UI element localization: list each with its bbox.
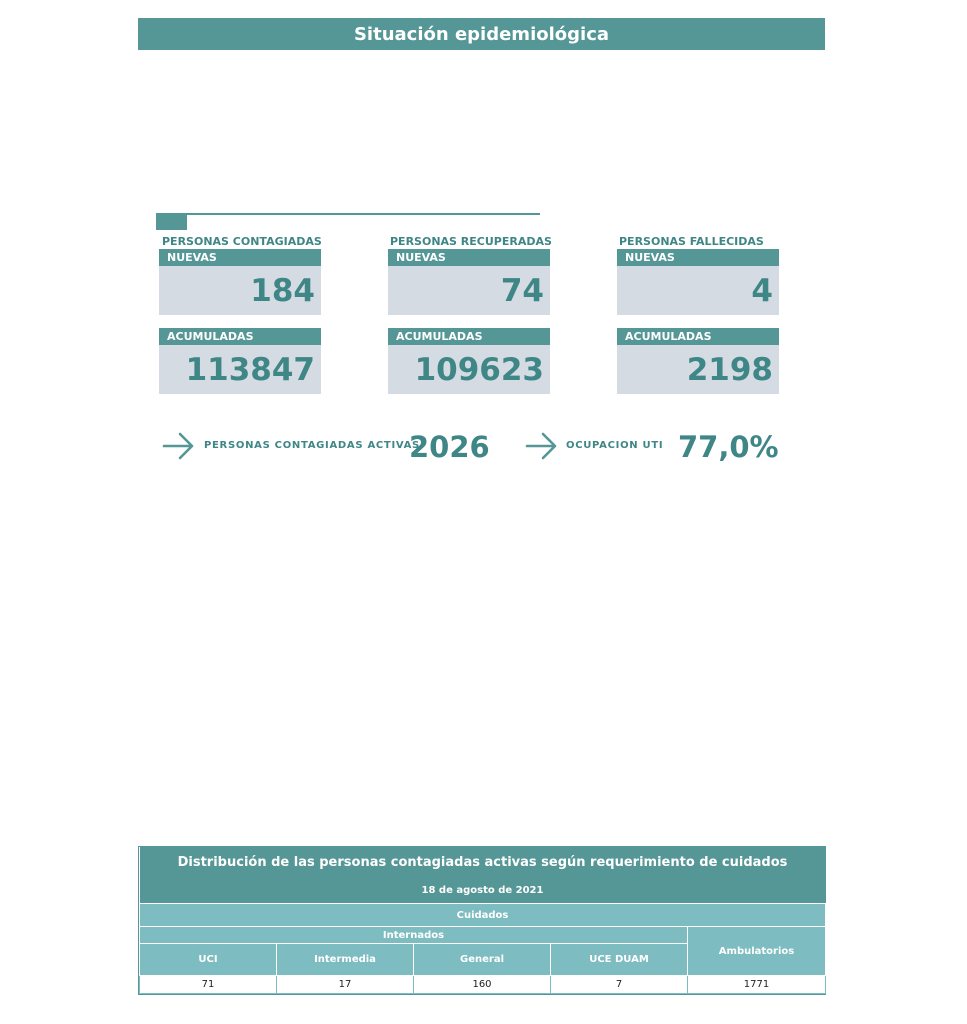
arrow-right-icon	[162, 430, 196, 462]
card-label: NUEVAS	[617, 249, 779, 266]
card-value: 113847	[159, 345, 321, 394]
table-date: 18 de agosto de 2021	[140, 878, 826, 904]
indicator-label-uti: OCUPACION UTI	[566, 440, 664, 451]
care-distribution-table	[138, 846, 826, 995]
card-label: ACUMULADAS	[617, 328, 779, 345]
card-label: NUEVAS	[388, 249, 550, 266]
table-cell-uce-duam: 7	[551, 976, 688, 994]
card-fallecidas-acumuladas	[617, 328, 779, 394]
card-value: 109623	[388, 345, 550, 394]
table-header-uci: UCI	[140, 944, 277, 976]
card-recuperadas-acumuladas	[388, 328, 550, 394]
table-header-cuidados: Cuidados	[140, 904, 826, 927]
card-value: 2198	[617, 345, 779, 394]
decorative-square	[156, 213, 187, 230]
table-header-uce-duam: UCE DUAM	[551, 944, 688, 976]
card-value: 4	[617, 266, 779, 315]
table-title: Distribución de las personas contagiadas activas según requerimiento de cuidados	[140, 847, 826, 878]
table-cell-uci: 71	[140, 976, 277, 994]
group-title-recuperadas: PERSONAS RECUPERADAS	[390, 235, 552, 248]
page-title: Situación epidemiológica	[138, 18, 825, 50]
table-header-ambulatorios: Ambulatorios	[688, 927, 826, 976]
card-value: 184	[159, 266, 321, 315]
card-contagiadas-acumuladas	[159, 328, 321, 394]
card-fallecidas-nuevas	[617, 249, 779, 315]
decorative-line	[187, 213, 540, 215]
indicator-value-uti: 77,0%	[678, 430, 779, 464]
card-value: 74	[388, 266, 550, 315]
card-contagiadas-nuevas	[159, 249, 321, 315]
indicator-label-activas: PERSONAS CONTAGIADAS ACTIVAS	[204, 440, 420, 451]
group-title-fallecidas: PERSONAS FALLECIDAS	[619, 235, 764, 248]
card-label: NUEVAS	[159, 249, 321, 266]
table-cell-ambulatorios: 1771	[688, 976, 826, 994]
table-header-intermedia: Intermedia	[277, 944, 414, 976]
group-title-contagiadas: PERSONAS CONTAGIADAS	[162, 235, 322, 248]
indicator-value-activas: 2026	[409, 430, 490, 464]
card-label: ACUMULADAS	[388, 328, 550, 345]
arrow-right-icon	[525, 430, 559, 462]
table-cell-general: 160	[414, 976, 551, 994]
card-recuperadas-nuevas	[388, 249, 550, 315]
table-cell-intermedia: 17	[277, 976, 414, 994]
card-label: ACUMULADAS	[159, 328, 321, 345]
table-row	[140, 976, 826, 994]
table-header-general: General	[414, 944, 551, 976]
table-header-internados: Internados	[140, 927, 688, 944]
